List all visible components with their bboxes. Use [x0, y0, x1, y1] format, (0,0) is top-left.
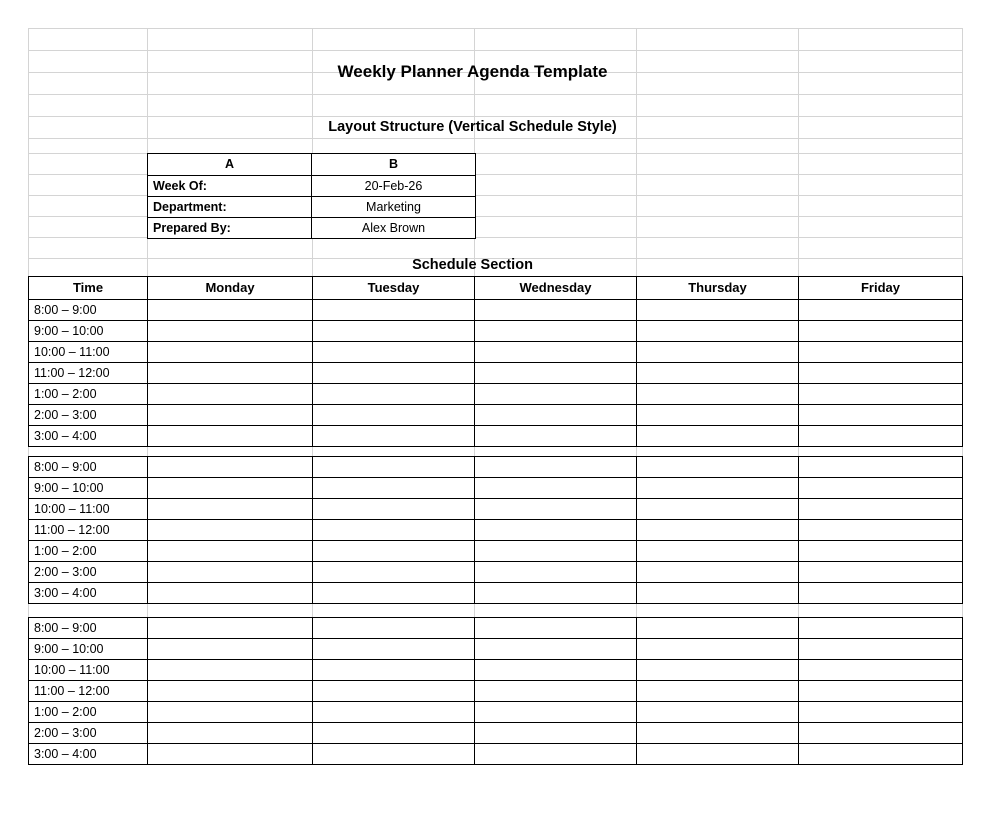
time-slot-label: 11:00 – 12:00	[29, 520, 148, 541]
schedule-row	[29, 681, 963, 702]
time-slot-label: 9:00 – 10:00	[29, 639, 148, 660]
schedule-entry-cell[interactable]	[637, 300, 799, 321]
schedule-entry-cell[interactable]	[475, 541, 637, 562]
schedule-header-row	[29, 277, 963, 300]
schedule-row	[29, 702, 963, 723]
schedule-entry-cell[interactable]	[799, 639, 963, 660]
schedule-entry-cell[interactable]	[799, 321, 963, 342]
schedule-entry-cell[interactable]	[148, 499, 313, 520]
schedule-entry-cell[interactable]	[313, 457, 475, 478]
schedule-entry-cell[interactable]	[313, 426, 475, 447]
time-slot-label: 3:00 – 4:00	[29, 426, 148, 447]
schedule-col-header-time: Time	[29, 277, 148, 300]
schedule-entry-cell[interactable]	[148, 681, 313, 702]
schedule-entry-cell[interactable]	[637, 723, 799, 744]
schedule-entry-cell[interactable]	[637, 520, 799, 541]
schedule-entry-cell[interactable]	[313, 723, 475, 744]
schedule-entry-cell[interactable]	[475, 660, 637, 681]
schedule-entry-cell[interactable]	[148, 457, 313, 478]
info-col-header-b: B	[312, 154, 476, 176]
schedule-entry-cell[interactable]	[475, 363, 637, 384]
schedule-entry-cell[interactable]	[799, 342, 963, 363]
schedule-entry-cell[interactable]	[148, 639, 313, 660]
schedule-row	[29, 457, 963, 478]
schedule-entry-cell[interactable]	[475, 618, 637, 639]
info-col-header-a: A	[148, 154, 312, 176]
schedule-entry-cell[interactable]	[148, 723, 313, 744]
document-title: Weekly Planner Agenda Template	[337, 62, 608, 81]
schedule-entry-cell[interactable]	[148, 702, 313, 723]
schedule-entry-cell[interactable]	[637, 583, 799, 604]
info-table	[147, 153, 476, 239]
schedule-row	[29, 723, 963, 744]
time-slot-label: 10:00 – 11:00	[29, 499, 148, 520]
info-table-row	[148, 176, 476, 197]
schedule-entry-cell[interactable]	[148, 541, 313, 562]
schedule-entry-cell[interactable]	[475, 499, 637, 520]
schedule-entry-cell[interactable]	[313, 541, 475, 562]
schedule-entry-cell[interactable]	[148, 583, 313, 604]
schedule-col-header-monday: Monday	[148, 277, 313, 300]
schedule-entry-cell[interactable]	[637, 321, 799, 342]
schedule-entry-cell[interactable]	[799, 583, 963, 604]
schedule-entry-cell[interactable]	[637, 342, 799, 363]
info-row-label: Prepared By:	[148, 218, 312, 239]
schedule-row	[29, 562, 963, 583]
schedule-entry-cell[interactable]	[799, 405, 963, 426]
schedule-entry-cell[interactable]	[148, 562, 313, 583]
schedule-entry-cell[interactable]	[475, 384, 637, 405]
schedule-entry-cell[interactable]	[799, 723, 963, 744]
schedule-entry-cell[interactable]	[799, 520, 963, 541]
schedule-row	[29, 363, 963, 384]
schedule-entry-cell[interactable]	[799, 541, 963, 562]
schedule-entry-cell[interactable]	[313, 583, 475, 604]
schedule-entry-cell[interactable]	[799, 618, 963, 639]
schedule-entry-cell[interactable]	[799, 426, 963, 447]
time-slot-label: 1:00 – 2:00	[29, 702, 148, 723]
spreadsheet-canvas	[28, 28, 962, 761]
schedule-entry-cell[interactable]	[637, 426, 799, 447]
schedule-row	[29, 744, 963, 765]
info-row-value[interactable]: Marketing	[312, 197, 476, 218]
time-slot-label: 11:00 – 12:00	[29, 363, 148, 384]
schedule-entry-cell[interactable]	[313, 321, 475, 342]
schedule-entry-cell[interactable]	[637, 363, 799, 384]
time-slot-label: 1:00 – 2:00	[29, 384, 148, 405]
time-slot-label: 8:00 – 9:00	[29, 618, 148, 639]
schedule-entry-cell[interactable]	[637, 660, 799, 681]
time-slot-label: 8:00 – 9:00	[29, 300, 148, 321]
schedule-entry-cell[interactable]	[637, 702, 799, 723]
schedule-entry-cell[interactable]	[313, 405, 475, 426]
schedule-entry-cell[interactable]	[799, 300, 963, 321]
schedule-entry-cell[interactable]	[475, 744, 637, 765]
schedule-entry-cell[interactable]	[475, 583, 637, 604]
schedule-row	[29, 618, 963, 639]
schedule-entry-cell[interactable]	[313, 639, 475, 660]
schedule-row	[29, 583, 963, 604]
schedule-entry-cell[interactable]	[475, 478, 637, 499]
info-row-label: Department:	[148, 197, 312, 218]
schedule-block-1	[28, 276, 963, 447]
schedule-entry-cell[interactable]	[475, 405, 637, 426]
schedule-entry-cell[interactable]	[799, 363, 963, 384]
time-slot-label: 2:00 – 3:00	[29, 562, 148, 583]
schedule-entry-cell[interactable]	[475, 321, 637, 342]
schedule-entry-cell[interactable]	[475, 520, 637, 541]
time-slot-label: 3:00 – 4:00	[29, 744, 148, 765]
schedule-entry-cell[interactable]	[148, 321, 313, 342]
schedule-entry-cell[interactable]	[148, 744, 313, 765]
schedule-section-title: Schedule Section	[412, 257, 533, 273]
time-slot-label: 10:00 – 11:00	[29, 342, 148, 363]
schedule-block-2	[28, 456, 963, 604]
schedule-entry-cell[interactable]	[637, 562, 799, 583]
schedule-row	[29, 639, 963, 660]
schedule-entry-cell[interactable]	[475, 426, 637, 447]
schedule-entry-cell[interactable]	[637, 499, 799, 520]
time-slot-label: 11:00 – 12:00	[29, 681, 148, 702]
schedule-entry-cell[interactable]	[148, 520, 313, 541]
schedule-col-header-wednesday: Wednesday	[475, 277, 637, 300]
schedule-entry-cell[interactable]	[637, 384, 799, 405]
schedule-entry-cell[interactable]	[799, 499, 963, 520]
schedule-entry-cell[interactable]	[313, 363, 475, 384]
schedule-entry-cell[interactable]	[637, 618, 799, 639]
time-slot-label: 1:00 – 2:00	[29, 541, 148, 562]
schedule-row	[29, 541, 963, 562]
schedule-entry-cell[interactable]	[637, 405, 799, 426]
schedule-entry-cell[interactable]	[313, 520, 475, 541]
schedule-row	[29, 321, 963, 342]
schedule-entry-cell[interactable]	[637, 639, 799, 660]
schedule-entry-cell[interactable]	[313, 562, 475, 583]
schedule-entry-cell[interactable]	[313, 478, 475, 499]
schedule-entry-cell[interactable]	[313, 702, 475, 723]
info-table-header-row	[148, 154, 476, 176]
schedule-row	[29, 405, 963, 426]
schedule-entry-cell[interactable]	[799, 744, 963, 765]
info-row-value[interactable]: 20-Feb-26	[312, 176, 476, 197]
schedule-row	[29, 478, 963, 499]
schedule-block-3	[28, 617, 963, 765]
schedule-row	[29, 342, 963, 363]
info-table-row	[148, 197, 476, 218]
time-slot-label: 9:00 – 10:00	[29, 478, 148, 499]
schedule-row	[29, 300, 963, 321]
schedule-row	[29, 660, 963, 681]
schedule-entry-cell[interactable]	[313, 744, 475, 765]
schedule-entry-cell[interactable]	[313, 660, 475, 681]
info-row-label: Week Of:	[148, 176, 312, 197]
schedule-entry-cell[interactable]	[313, 300, 475, 321]
schedule-entry-cell[interactable]	[799, 457, 963, 478]
schedule-entry-cell[interactable]	[475, 562, 637, 583]
time-slot-label: 8:00 – 9:00	[29, 457, 148, 478]
info-row-value[interactable]: Alex Brown	[312, 218, 476, 239]
schedule-entry-cell[interactable]	[148, 478, 313, 499]
schedule-entry-cell[interactable]	[637, 681, 799, 702]
schedule-entry-cell[interactable]	[637, 744, 799, 765]
info-table-row	[148, 218, 476, 239]
schedule-col-header-friday: Friday	[799, 277, 963, 300]
schedule-entry-cell[interactable]	[637, 457, 799, 478]
schedule-entry-cell[interactable]	[148, 384, 313, 405]
layout-structure-subtitle: Layout Structure (Vertical Schedule Style)	[328, 119, 617, 135]
schedule-entry-cell[interactable]	[148, 300, 313, 321]
schedule-row	[29, 426, 963, 447]
schedule-entry-cell[interactable]	[799, 384, 963, 405]
time-slot-label: 10:00 – 11:00	[29, 660, 148, 681]
schedule-entry-cell[interactable]	[313, 384, 475, 405]
schedule-entry-cell[interactable]	[148, 342, 313, 363]
schedule-entry-cell[interactable]	[148, 363, 313, 384]
schedule-entry-cell[interactable]	[799, 562, 963, 583]
schedule-entry-cell[interactable]	[799, 478, 963, 499]
time-slot-label: 9:00 – 10:00	[29, 321, 148, 342]
schedule-row	[29, 384, 963, 405]
schedule-row	[29, 520, 963, 541]
schedule-entry-cell[interactable]	[475, 702, 637, 723]
time-slot-label: 3:00 – 4:00	[29, 583, 148, 604]
schedule-col-header-tuesday: Tuesday	[313, 277, 475, 300]
schedule-entry-cell[interactable]	[313, 342, 475, 363]
schedule-entry-cell[interactable]	[148, 660, 313, 681]
schedule-entry-cell[interactable]	[475, 300, 637, 321]
schedule-entry-cell[interactable]	[475, 681, 637, 702]
schedule-entry-cell[interactable]	[475, 342, 637, 363]
schedule-entry-cell[interactable]	[313, 499, 475, 520]
schedule-entry-cell[interactable]	[799, 681, 963, 702]
schedule-entry-cell[interactable]	[148, 405, 313, 426]
schedule-entry-cell[interactable]	[637, 478, 799, 499]
schedule-entry-cell[interactable]	[475, 457, 637, 478]
schedule-entry-cell[interactable]	[313, 681, 475, 702]
schedule-entry-cell[interactable]	[148, 618, 313, 639]
schedule-col-header-thursday: Thursday	[637, 277, 799, 300]
schedule-entry-cell[interactable]	[799, 660, 963, 681]
schedule-entry-cell[interactable]	[637, 541, 799, 562]
time-slot-label: 2:00 – 3:00	[29, 405, 148, 426]
schedule-entry-cell[interactable]	[475, 639, 637, 660]
time-slot-label: 2:00 – 3:00	[29, 723, 148, 744]
schedule-entry-cell[interactable]	[148, 426, 313, 447]
schedule-row	[29, 499, 963, 520]
schedule-entry-cell[interactable]	[799, 702, 963, 723]
schedule-entry-cell[interactable]	[475, 723, 637, 744]
schedule-entry-cell[interactable]	[313, 618, 475, 639]
